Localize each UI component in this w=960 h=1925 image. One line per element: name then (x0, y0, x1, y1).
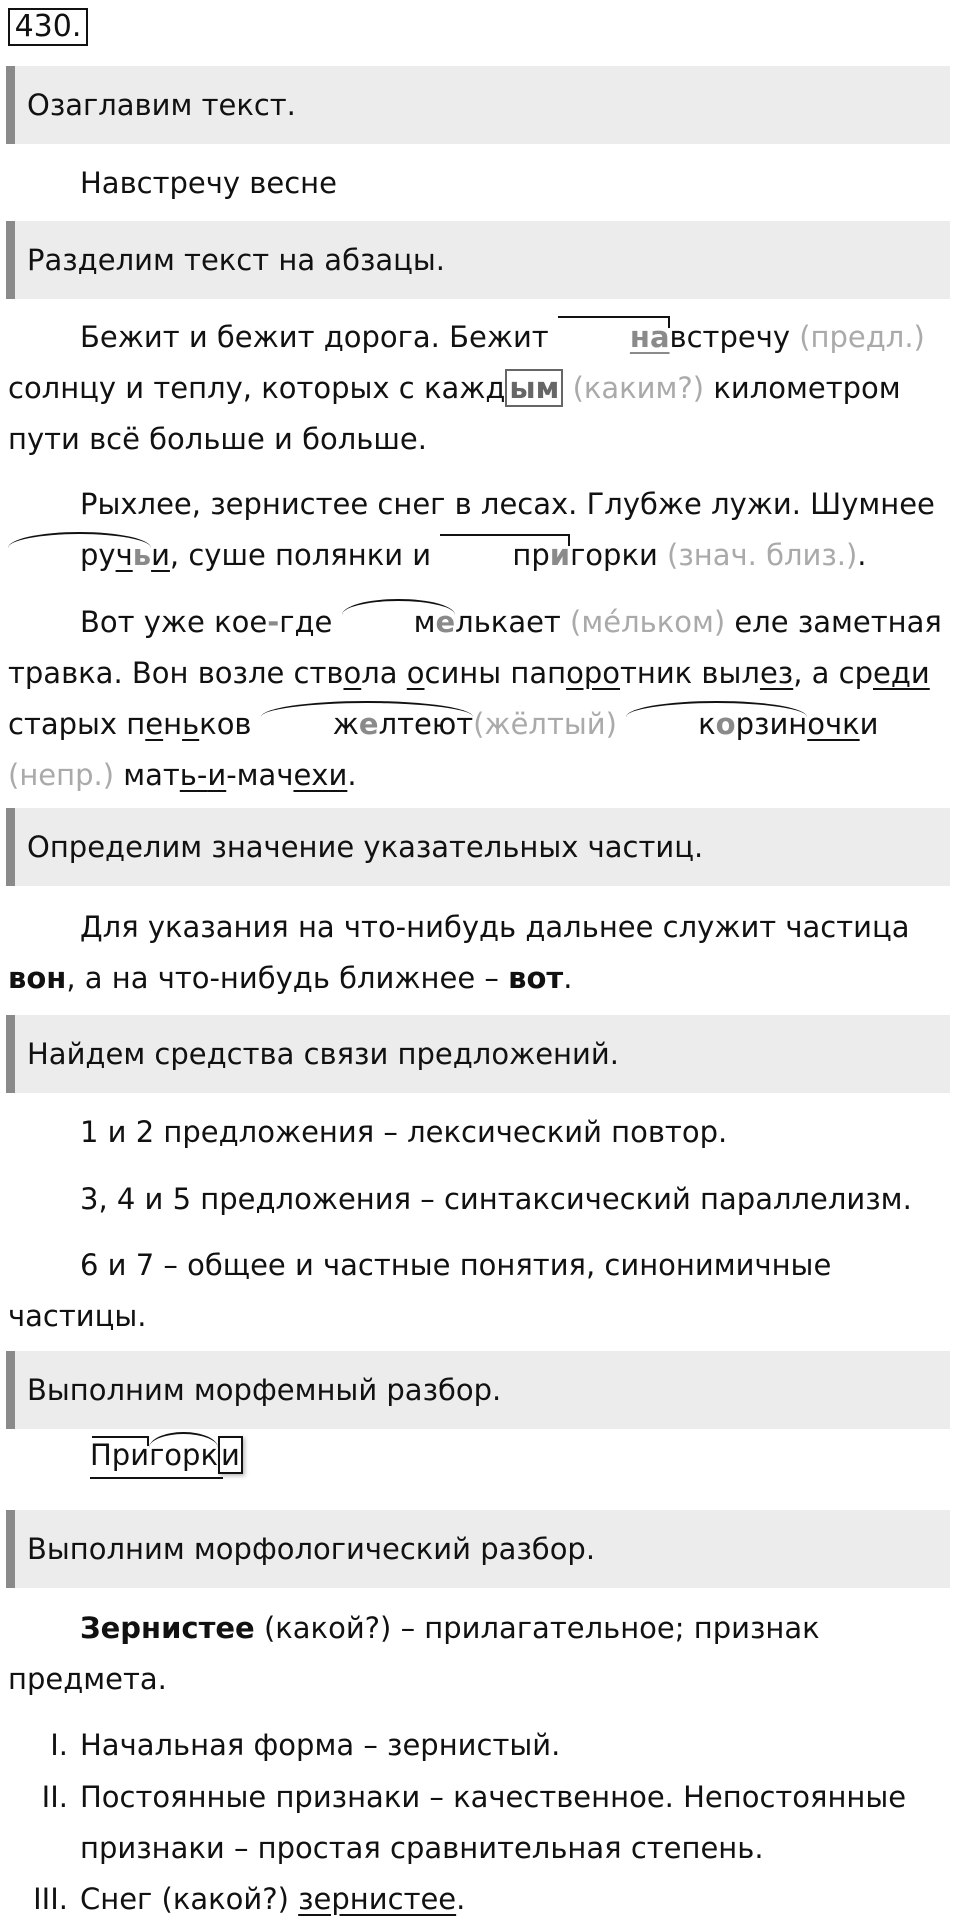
particles-text-c: . (563, 961, 573, 995)
list-item-3 (80, 1874, 950, 1925)
p3-text-j: ков (199, 707, 261, 741)
p3-soft: ь (182, 707, 200, 741)
p3-ko3: рзин (735, 707, 808, 741)
list-item-2: Постоянные признаки – качественное. Непостоянные признаки – простая сравнительная степень. (80, 1780, 907, 1865)
p1-space (563, 371, 572, 405)
text-title: Навстречу весне (80, 166, 337, 200)
list-item-3-c: . (456, 1882, 466, 1916)
morpheme-ending: и (218, 1436, 243, 1474)
p2-text-d: . (857, 538, 867, 572)
particles-text-a: Для указания на что-нибудь дальнее служит частица (80, 910, 910, 944)
p2-r2: ч (115, 538, 133, 572)
section-header-morphologic: Выполним морфологический разбор. (6, 1510, 950, 1588)
word-base-underline (90, 1477, 223, 1479)
p3-o1: о (343, 656, 362, 690)
p3-q: и (328, 758, 348, 792)
particles-explanation (8, 902, 950, 1004)
list-num-3: III. (33, 1882, 68, 1916)
note-zheltyi: (жёлтый) (473, 707, 617, 741)
p2-text-b: , суше полянки и (169, 538, 441, 572)
root-melk (342, 597, 456, 648)
list-num-2: II. (41, 1780, 68, 1814)
p1-v: в (669, 320, 687, 354)
p1-text-e: километром пути всё больше и больше. (8, 371, 901, 456)
link-item-3: 6 и 7 – общее и частные понятия, синонимичные частицы. (8, 1248, 832, 1333)
morpheme-root: горк (149, 1430, 218, 1481)
note-predl: (предл.) (799, 320, 925, 354)
p3-ed: еди (873, 656, 930, 690)
morphemic-word (90, 1430, 243, 1481)
list-item-3-a: Снег (какой?) (80, 1882, 299, 1916)
ending-ym: ым (505, 369, 563, 407)
paragraph-3 (8, 597, 950, 801)
morphology-word: Зернистее (80, 1611, 255, 1645)
p2-text-c: горки (570, 538, 668, 572)
p3-text-c: еле заметная травка. Вон возле ств (8, 605, 942, 690)
p3-z: ез (759, 656, 794, 690)
p3-text-g: , а ср (793, 656, 873, 690)
p3-n: ь- (179, 758, 208, 792)
note-kakim: (каким?) (572, 371, 705, 405)
p1-text-a: Бежит и бежит дорога. Бежит (80, 320, 558, 354)
note-znach: (знач. близ.) (667, 538, 858, 572)
section-header-particles: Определим значение указательных частиц. (6, 808, 950, 886)
p3-text-d: ла (361, 656, 407, 690)
p3-ko1: к (698, 707, 716, 741)
p3-zh3: лтеют (378, 707, 474, 741)
p3-m3: лькает (455, 605, 571, 639)
prefix-pri (440, 530, 570, 581)
p3-en: е (145, 707, 164, 741)
p3-m1: м (413, 605, 436, 639)
p3-text-l: и (859, 707, 879, 741)
p3-text-r: . (347, 758, 357, 792)
p3-zh2: е (358, 707, 379, 741)
p1-text-c: солнцу и теплу, которых с кажд (8, 371, 506, 405)
link-item-2: 3, 4 и 5 предложения – синтаксический параллелизм. (80, 1182, 912, 1216)
particle-von: вон (8, 961, 67, 995)
p3-mat: мат (123, 758, 180, 792)
paragraph-2 (8, 479, 950, 581)
task-number: 430. (8, 8, 88, 46)
p2-text-a: Рыхлее, зернистее снег в лесах. Глубже лужи. Шумнее (80, 487, 935, 521)
root-zhelt (261, 699, 473, 750)
root-korzin (626, 699, 807, 750)
p1-text-b: стречу (686, 320, 800, 354)
morphology-rest: (какой?) – прилагательное; признак предмета. (8, 1611, 820, 1696)
p3-o: и (207, 758, 227, 792)
p3-m2: е (435, 605, 456, 639)
p3-text-b: где (279, 605, 342, 639)
morphology-intro (8, 1603, 950, 1705)
p2-r3: ь (132, 538, 152, 572)
particles-text-b: , а на что-нибудь ближнее – (66, 961, 509, 995)
p3-text-a: Вот уже кое (80, 605, 268, 639)
p3-text-e: сины пап (424, 656, 567, 690)
p3-text-p: -мач (226, 758, 294, 792)
p3-text-i: н (163, 707, 183, 741)
list-num-1: I. (50, 1728, 68, 1762)
p3-text-f: тник выл (619, 656, 760, 690)
p3-text-k (617, 707, 626, 741)
p2-pri2: и (549, 538, 571, 572)
note-melkom: (ме́льком) (570, 605, 726, 639)
section-header-paragraphs: Разделим текст на абзацы. (6, 221, 950, 299)
root-ruch (8, 530, 151, 581)
p3-text-m (114, 758, 123, 792)
p3-o2: о (406, 656, 425, 690)
p2-r1: ру (80, 538, 116, 572)
p3-o3: оро (566, 656, 620, 690)
section-header-links: Найдем средства связи предложений. (6, 1015, 950, 1093)
link-item-1: 1 и 2 предложения – лексический повтор. (80, 1115, 728, 1149)
p3-ko2: о (715, 707, 736, 741)
p3-zh1: ж (332, 707, 359, 741)
list-item-3-b: зернистее (298, 1882, 457, 1916)
section-header-morphemic: Выполним морфемный разбор. (6, 1351, 950, 1429)
p3-eh: ех (293, 758, 329, 792)
p3-dash: - (267, 605, 280, 639)
morpheme-prefix: При (90, 1430, 149, 1481)
p3-text-h: старых п (8, 707, 146, 741)
section-header-title: Озаглавим текст. (6, 66, 950, 144)
list-item-1: Начальная форма – зернистый. (80, 1728, 561, 1762)
p2-r4: и (151, 538, 170, 572)
p3-ochk: очк (807, 707, 860, 741)
prefix-na: на (558, 312, 670, 363)
particle-vot: вот (508, 961, 564, 995)
paragraph-1 (8, 312, 950, 465)
p2-pri1: пр (512, 538, 550, 572)
note-nepr: (непр.) (8, 758, 115, 792)
